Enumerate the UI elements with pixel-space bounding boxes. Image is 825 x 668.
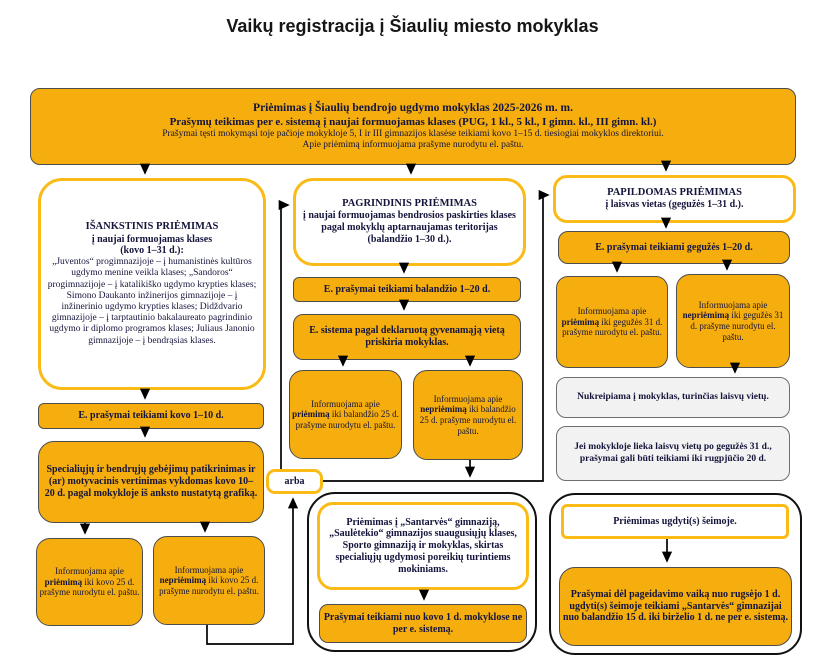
santarve-box (317, 502, 529, 590)
main-requests-text: E. prašymai teikiami balandžio 1–20 d. (323, 283, 491, 295)
early-assessment-text: Specialiųjų ir bendrųjų gebėjimų patikrinimas ir (ar) motyvacinis vertinimas vykdomas kovo 10–20 d. pagal mokykloje iš anksto nustatytą grafiką. (44, 464, 258, 499)
early-requests-text: E. prašymai teikiami kovo 1–10 d. (78, 410, 224, 422)
header-line1: Priėmimas į Šiaulių bendrojo ugdymo mokyklas 2025-2026 m. m. (253, 102, 573, 115)
early-reject-text: Informuojama apie nepriėmimą iki kovo 25 d. prašyme nurodytu el. paštu. (159, 564, 259, 596)
early-body: „Juventos“ progimnazijoje – į humanistinės kultūros ugdymo menine veikla klases; „Sandoros“ progimnazijoje – į katalikiško ugdymo krypties klases; Simono Daukanto inžinerijos gimnazijoje – į inžinerinio ugdymo krypties klases; Didždvario gimnazijoje – į tarptautinio bakalaureato pagrindinio ugdymo ir diplomo programos klases; Juliaus Janonio gimnazijoje – į bendrąsias klases. (47, 257, 257, 346)
santarve-requests-text: Prašymai teikiami nuo kovo 1 d. mokyklose ne per e. sistemą. (323, 611, 523, 635)
santarve-requests-box (319, 604, 527, 643)
early-subtitle: į naujai formuojamas klases (91, 233, 213, 245)
family-title-box (561, 504, 789, 539)
main-requests-box (293, 277, 521, 302)
early-admit-text: Informuojama apie priėmimą iki kovo 25 d. prašyme nurodytu el. paštu. (39, 566, 140, 598)
additional-reject-text: Informuojama apie nepriėmimą iki gegužės 31 d. prašyme nurodytu el. paštu. (682, 299, 784, 342)
early-title: IŠANKSTINIS PRIĖMIMAS (85, 221, 219, 233)
family-body-text: Prašymai dėl pageidavimo vaiką nuo rugsėjo 1 d. ugdyti(s) šeimoje teikiami „Santarvės“ gimnazijai nuo balandžio 15 d. iki birželio 1 d. ne per e. sistemą. (562, 588, 789, 624)
main-title: PAGRINDINIS PRIĖMIMAS (342, 198, 477, 210)
main-subtitle: į naujai formuojamas bendrosios paskirties klases pagal mokyklų aptarnaujamas teritorijas (balandžio 1–30 d.). (303, 210, 516, 246)
or-box (266, 469, 323, 494)
header-line2: Prašymų teikimas per e. sistemą į naujai formuojamas klases (PUG, 1 kl., 5 kl., I gimn. kl., III gimn. kl.) (169, 115, 657, 128)
early-assessment-box (38, 441, 264, 523)
early-requests-box (38, 403, 264, 429)
additional-reject-box (676, 274, 790, 368)
main-system-text: E. sistema pagal deklaruotą gyvenamąją vietą priskiria mokyklas. (309, 325, 505, 348)
header-line4: Apie priėmimą informuojama prašyme nurodytu el. paštu. (302, 139, 524, 150)
main-reject-text: Informuojama apie nepriėmimą iki balandžio 25 d. prašyme nurodytu el. paštu. (419, 393, 517, 436)
referral-box (556, 377, 790, 418)
referral-text: Nukreipiama į mokyklas, turinčias laisvų vietų. (577, 391, 769, 402)
additional-subtitle: į laisvas vietas (gegužės 1–31 d.). (605, 199, 744, 211)
late-requests-box (556, 426, 790, 481)
additional-admit-text: Informuojama apie priėmimą iki gegužės 31 d. prašyme nurodytu el. paštu. (561, 306, 663, 338)
additional-title: PAPILDOMAS PRIĖMIMAS (607, 186, 742, 198)
main-admit-box (289, 370, 402, 459)
main-reject-box (413, 370, 523, 460)
early-reject-box (153, 536, 265, 625)
main-admit-text: Informuojama apie priėmimą iki balandžio 25 d. prašyme nurodytu el. paštu. (292, 398, 399, 430)
main-system-box (293, 314, 521, 360)
family-body-box (559, 567, 792, 646)
additional-admission-box (553, 175, 796, 223)
additional-requests-text: E. prašymai teikiami gegužės 1–20 d. (595, 241, 753, 253)
line-or-to-main (281, 205, 288, 469)
main-admission-box (293, 178, 526, 266)
page-title: Vaikų registracija į Šiaulių miesto mokyklas (226, 16, 599, 36)
early-admission-box (38, 178, 266, 390)
santarve-text: Priėmimas į „Santarvės“ gimnaziją, „Saulėtekio“ gimnazijos suaugusiųjų klases, Sporto gimnaziją ir mokyklas, skirtas specialiųjų ugdymosi poreikių turintiems mokiniams. (329, 516, 517, 575)
or-label: arba (284, 475, 305, 487)
header-banner (30, 88, 796, 165)
additional-requests-box (558, 231, 790, 264)
early-admit-box (36, 538, 143, 626)
early-dates: (kovo 1–31 d.): (120, 245, 184, 257)
family-title-text: Priėmimas ugdyti(s) šeimoje. (613, 515, 737, 527)
header-line3: Prašymai tęsti mokymąsi toje pačioje mokykloje 5, I ir III gimnazijos klasėse teikiami kovo 1–15 d. tiesiogiai mokyklos direktoriui. (162, 128, 664, 139)
additional-admit-box (556, 276, 668, 368)
late-requests-text: Jei mokykloje lieka laisvų vietų po gegužės 31 d., prašymai gali būti teikiami iki rugpjūčio 20 d. (574, 442, 772, 464)
